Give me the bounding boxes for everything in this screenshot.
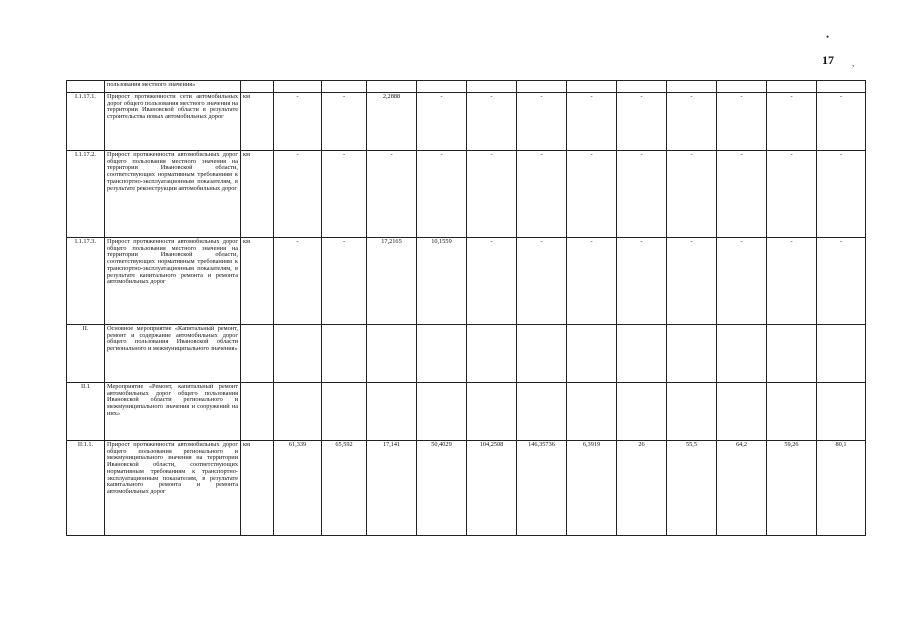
- value-cell: [617, 325, 667, 383]
- row-description-cell: Основное мероприятие «Капитальный ремонт, ремонт и содержание автомобильных дорог общего пользования Ивановской области регионального и межмуниципального значения»: [105, 325, 241, 383]
- value-cell: -: [322, 238, 367, 325]
- row-description-cell: Прирост протяженности автомобильных дорог общего пользования регионального и межмуниципального значения на территории Ивановской области, соответствующих нормативным требованиям к транспортно-эксплуатационным показателям, в результате капитального ремонта и ремонта автомобильных дорог: [105, 441, 241, 536]
- value-cell: -: [367, 151, 417, 238]
- table-row: [67, 383, 866, 441]
- value-cell: [517, 383, 567, 441]
- table-row: [67, 238, 866, 325]
- value-cell: [817, 81, 866, 93]
- table-row: [67, 151, 866, 238]
- value-cell: -: [467, 151, 517, 238]
- value-cell: [667, 81, 717, 93]
- value-cell: -: [717, 238, 767, 325]
- value-cell: [517, 325, 567, 383]
- value-cell: -: [717, 93, 767, 151]
- value-cell: [274, 81, 322, 93]
- value-cell: [467, 81, 517, 93]
- value-cell: -: [817, 151, 866, 238]
- value-cell: -: [517, 151, 567, 238]
- table-row: [67, 325, 866, 383]
- value-cell: [767, 81, 817, 93]
- value-cell: -: [322, 93, 367, 151]
- table-row: [67, 441, 866, 536]
- value-cell: [417, 383, 467, 441]
- value-cell: [567, 81, 617, 93]
- table-row: [67, 81, 866, 93]
- row-code-cell: I.1.17.1.: [67, 93, 105, 151]
- value-cell: 2,2888: [367, 93, 417, 151]
- value-cell: -: [517, 238, 567, 325]
- value-cell: [367, 325, 417, 383]
- row-description-cell: Прирост протяженности сети автомобильных дорог общего пользования местного значения на территории Ивановской области в результате строительства новых автомобильных дорог: [105, 93, 241, 151]
- value-cell: [617, 81, 667, 93]
- value-cell: -: [274, 151, 322, 238]
- value-cell: [717, 325, 767, 383]
- value-cell: -: [717, 151, 767, 238]
- row-unit-cell: [241, 81, 274, 93]
- value-cell: [467, 383, 517, 441]
- value-cell: -: [817, 238, 866, 325]
- row-code-cell: II.: [67, 325, 105, 383]
- row-unit-cell: км: [241, 151, 274, 238]
- row-unit-cell: км: [241, 441, 274, 536]
- value-cell: -: [767, 238, 817, 325]
- value-cell: 64,2: [717, 441, 767, 536]
- row-code-cell: II.1.1.: [67, 441, 105, 536]
- row-code-cell: II.1: [67, 383, 105, 441]
- scan-mark-dot: •: [826, 32, 830, 42]
- value-cell: -: [617, 93, 667, 151]
- value-cell: [517, 81, 567, 93]
- scan-mark-comma: ,: [852, 58, 855, 68]
- value-cell: [322, 325, 367, 383]
- value-cell: -: [274, 93, 322, 151]
- row-code-cell: I.1.17.2.: [67, 151, 105, 238]
- value-cell: [417, 325, 467, 383]
- value-cell: -: [817, 93, 866, 151]
- row-code-cell: [67, 81, 105, 93]
- value-cell: [767, 383, 817, 441]
- value-cell: -: [567, 238, 617, 325]
- value-cell: [667, 383, 717, 441]
- value-cell: 146,35736: [517, 441, 567, 536]
- value-cell: 50,4029: [417, 441, 467, 536]
- value-cell: 80,1: [817, 441, 866, 536]
- value-cell: -: [617, 151, 667, 238]
- value-cell: -: [467, 238, 517, 325]
- indicators-table: [66, 80, 866, 536]
- value-cell: 6,3919: [567, 441, 617, 536]
- value-cell: [717, 81, 767, 93]
- value-cell: [274, 325, 322, 383]
- value-cell: 17,141: [367, 441, 417, 536]
- value-cell: -: [567, 151, 617, 238]
- value-cell: 55,5: [667, 441, 717, 536]
- value-cell: [322, 81, 367, 93]
- value-cell: [322, 383, 367, 441]
- value-cell: -: [517, 93, 567, 151]
- value-cell: [467, 325, 517, 383]
- value-cell: [274, 383, 322, 441]
- value-cell: [817, 383, 866, 441]
- row-unit-cell: км: [241, 93, 274, 151]
- page-number: 17: [822, 53, 834, 67]
- value-cell: [567, 383, 617, 441]
- row-description-cell: Мероприятие «Ремонт, капитальный ремонт автомобильных дорог общего пользования Ивановской области регионального и межмуниципального значения и сооружений на них»: [105, 383, 241, 441]
- table-row: [67, 93, 866, 151]
- value-cell: -: [767, 151, 817, 238]
- value-cell: -: [767, 93, 817, 151]
- row-code-cell: I.1.17.3.: [67, 238, 105, 325]
- value-cell: [817, 325, 866, 383]
- value-cell: 65,592: [322, 441, 367, 536]
- value-cell: [417, 81, 467, 93]
- value-cell: [367, 383, 417, 441]
- value-cell: 26: [617, 441, 667, 536]
- row-description-cell: пользования местного значения»: [105, 81, 241, 93]
- value-cell: [367, 81, 417, 93]
- value-cell: 10,1559: [417, 238, 467, 325]
- value-cell: 61,339: [274, 441, 322, 536]
- value-cell: -: [617, 238, 667, 325]
- value-cell: -: [467, 93, 517, 151]
- value-cell: -: [417, 151, 467, 238]
- value-cell: -: [274, 238, 322, 325]
- table-body: [67, 81, 866, 536]
- value-cell: [567, 325, 617, 383]
- value-cell: -: [322, 151, 367, 238]
- value-cell: [717, 383, 767, 441]
- value-cell: -: [667, 93, 717, 151]
- value-cell: 104,2508: [467, 441, 517, 536]
- row-description-cell: Прирост протяженности автомобильных дорог общего пользования местного значения на территории Ивановской области, соответствующих нормативным требованиям к транспортно-эксплуатационным показателям, в результате капитального ремонта и ремонта автомобильных дорог: [105, 238, 241, 325]
- row-description-cell: Прирост протяженности автомобильных дорог общего пользования местного значения на территории Ивановской области, соответствующих нормативным требованиям к транспортно-эксплуатационным показателям, в результате реконструкции автомобильных дорог: [105, 151, 241, 238]
- row-unit-cell: [241, 325, 274, 383]
- value-cell: [767, 325, 817, 383]
- row-unit-cell: [241, 383, 274, 441]
- value-cell: [617, 383, 667, 441]
- value-cell: -: [667, 238, 717, 325]
- value-cell: -: [667, 151, 717, 238]
- row-unit-cell: км: [241, 238, 274, 325]
- value-cell: [667, 325, 717, 383]
- value-cell: -: [417, 93, 467, 151]
- value-cell: 59,26: [767, 441, 817, 536]
- value-cell: -: [567, 93, 617, 151]
- value-cell: 17,2165: [367, 238, 417, 325]
